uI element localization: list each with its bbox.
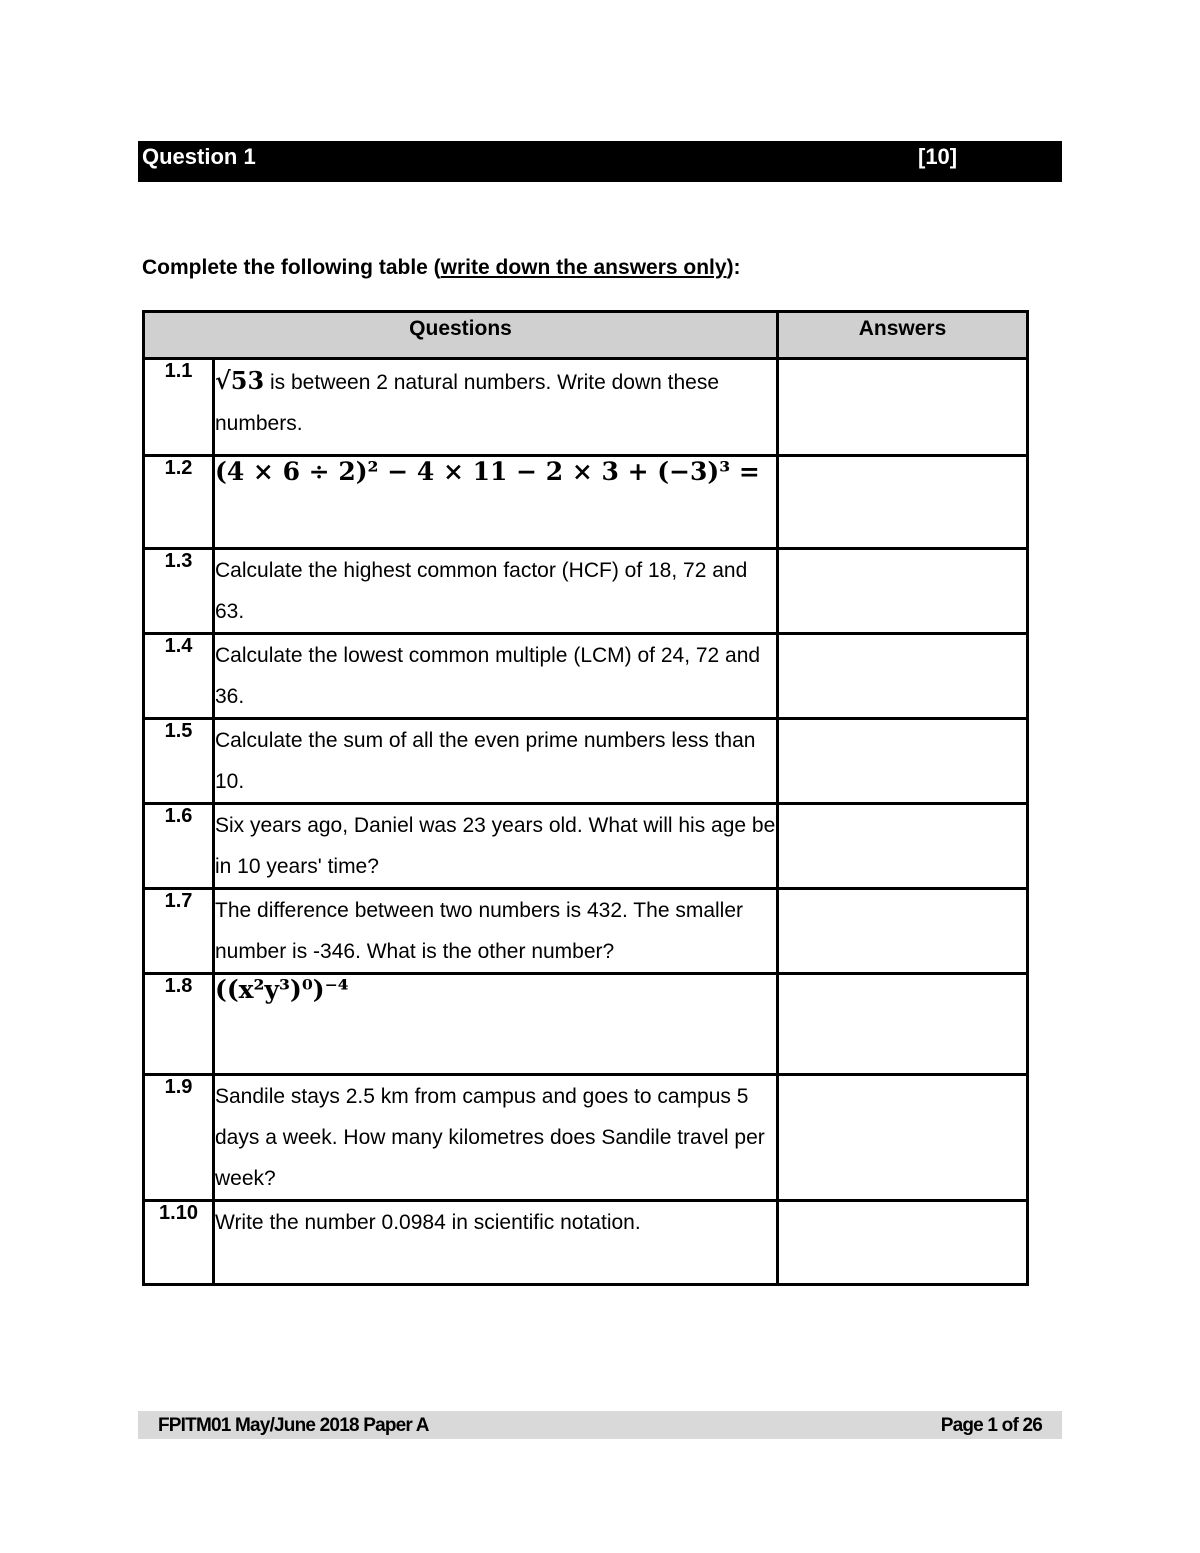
answer-cell[interactable] [778, 456, 1028, 549]
question-number: 1.9 [144, 1075, 214, 1201]
answer-cell[interactable] [778, 889, 1028, 974]
question-number: 1.1 [144, 359, 214, 456]
question-text: Sandile stays 2.5 km from campus and goes to campus 5 days a week. How many kilometres does Sandile travel per week? [214, 1075, 778, 1201]
question-table [142, 310, 1029, 1286]
answer-cell[interactable] [778, 804, 1028, 889]
table-row [144, 456, 1028, 549]
answer-cell[interactable] [778, 549, 1028, 634]
header-questions: Questions [144, 312, 778, 359]
answer-cell[interactable] [778, 719, 1028, 804]
table-row [144, 359, 1028, 456]
question-text: Calculate the lowest common multiple (LCM) of 24, 72 and 36. [214, 634, 778, 719]
question-text-body: is between 2 natural numbers. Write down these numbers. [215, 371, 720, 435]
table-row [144, 1075, 1028, 1201]
answer-cell[interactable] [778, 974, 1028, 1075]
question-number: 1.8 [144, 974, 214, 1075]
question-text [214, 359, 778, 456]
answer-cell[interactable] [778, 1075, 1028, 1201]
question-header-bar [138, 141, 1062, 182]
instruction-text-end: ): [726, 256, 741, 279]
table-row [144, 719, 1028, 804]
answer-cell[interactable] [778, 634, 1028, 719]
question-number: 1.2 [144, 456, 214, 549]
table-row [144, 974, 1028, 1075]
question-text: Calculate the sum of all the even prime numbers less than 10. [214, 719, 778, 804]
answer-cell[interactable] [778, 1201, 1028, 1285]
question-number: 1.10 [144, 1201, 214, 1285]
question-number: 1.3 [144, 549, 214, 634]
answer-cell[interactable] [778, 359, 1028, 456]
table-header-row [144, 312, 1028, 359]
question-math: ((x²y³)⁰)⁻⁴ [214, 974, 778, 1075]
question-marks: [10] [918, 144, 958, 169]
question-number: 1.7 [144, 889, 214, 974]
question-title: Question 1 [142, 144, 256, 169]
instruction-text: Complete the following table ( [142, 256, 441, 279]
instruction-underlined: write down the answers only [440, 256, 727, 279]
page-footer [138, 1411, 1062, 1439]
table-row [144, 804, 1028, 889]
question-number: 1.6 [144, 804, 214, 889]
table-row [144, 549, 1028, 634]
footer-paper-title: FPITM01 May/June 2018 Paper A [158, 1415, 429, 1436]
table-row [144, 1201, 1028, 1285]
question-number: 1.5 [144, 719, 214, 804]
question-math: √53 [215, 366, 265, 395]
question-number: 1.4 [144, 634, 214, 719]
footer-page-number: Page 1 of 26 [940, 1415, 1042, 1436]
question-text: Write the number 0.0984 in scientific notation. [214, 1201, 778, 1285]
table-row [144, 889, 1028, 974]
table-row [144, 634, 1028, 719]
question-text: Calculate the highest common factor (HCF) of 18, 72 and 63. [214, 549, 778, 634]
question-text: Six years ago, Daniel was 23 years old. What will his age be in 10 years' time? [214, 804, 778, 889]
question-text: The difference between two numbers is 432. The smaller number is -346. What is the other number? [214, 889, 778, 974]
instruction [142, 256, 741, 280]
header-answers: Answers [778, 312, 1028, 359]
question-math: (4 × 6 ÷ 2)² − 4 × 11 − 2 × 3 + (−3)³ = [214, 456, 778, 549]
